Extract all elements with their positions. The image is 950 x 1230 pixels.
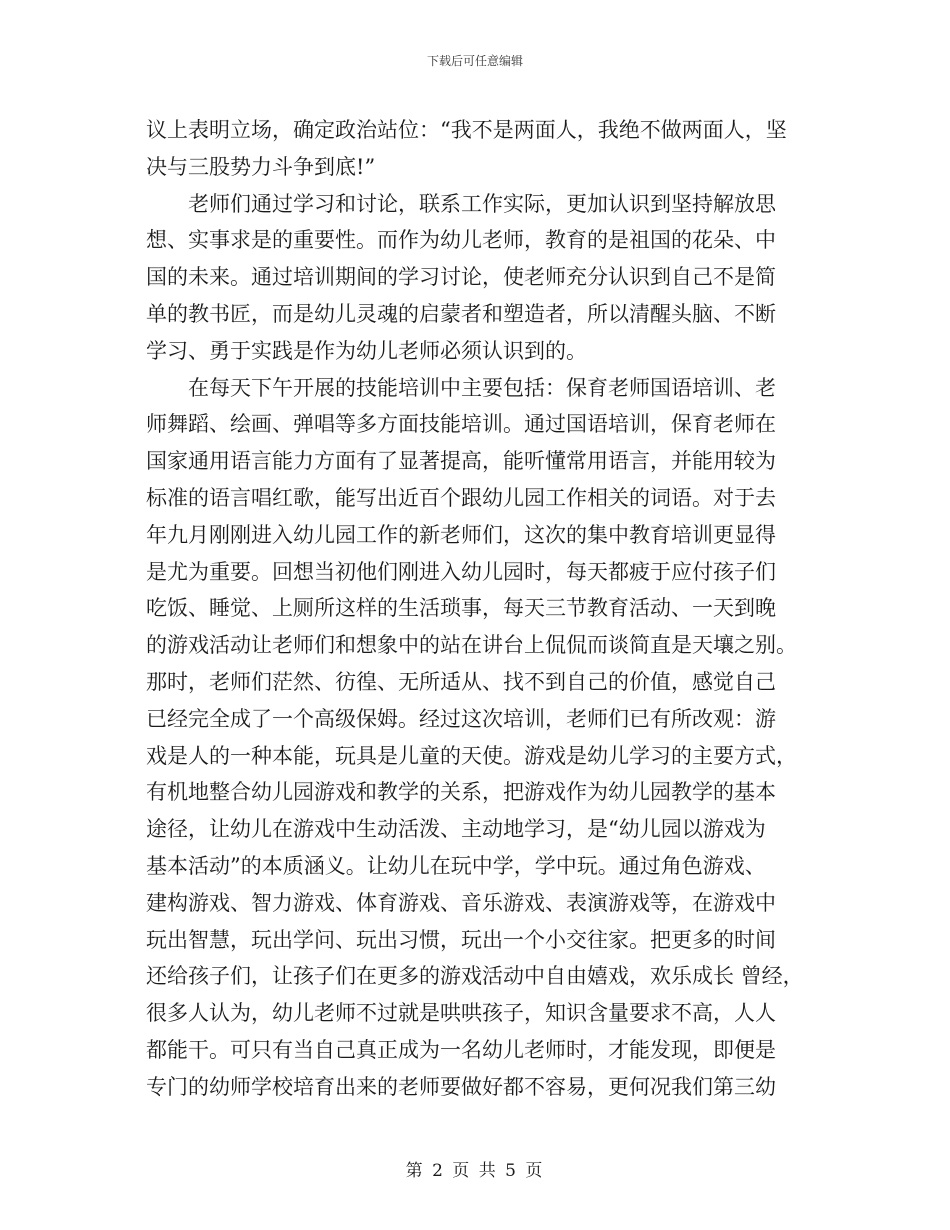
text-line: 单的教书匠，而是幼儿灵魂的启蒙者和塑造者，所以清醒头脑、不断 <box>146 301 776 326</box>
text-line: 那时，老师们茫然、彷徨、无所适从、找不到自己的价值，感觉自己 <box>146 669 776 694</box>
text-line: 专门的幼师学校培育出来的老师要做好都不容易，更何况我们第三幼 <box>146 1074 776 1099</box>
text-line: 议上表明立场，确定政治站位：“我不是两面人，我绝不做两面人，坚 <box>146 118 787 142</box>
text-line: 师舞蹈、绘画、弹唱等多方面技能培训。通过国语培训，保育老师在 <box>146 412 776 437</box>
text-line: 吃饭、睡觉、上厕所这样的生活琐事，每天三节教育活动、一天到晚 <box>146 596 776 621</box>
text-line: 途径，让幼儿在游戏中生动活泼、主动地学习，是“幼儿园以游戏为 <box>146 817 766 842</box>
text-line: 很多人认为，幼儿老师不过就是哄哄孩子，知识含量要求不高，人人 <box>146 1001 776 1026</box>
text-line: 决与三股势力斗争到底!” <box>146 154 376 179</box>
document-body <box>146 112 806 1106</box>
text-line: 基本活动”的本质涵义。让幼儿在玩中学，学中玩。通过角色游戏、 <box>146 853 766 878</box>
text-line: 戏是人的一种本能，玩具是儿童的天使。游戏是幼儿学习的主要方式， <box>146 743 797 768</box>
paragraph-start-line: 老师们通过学习和讨论，联系工作实际，更加认识到坚持解放思 <box>188 191 776 216</box>
text-line: 年九月刚刚进入幼儿园工作的新老师们，这次的集中教育培训更显得 <box>146 522 776 547</box>
text-line: 是尤为重要。回想当初他们刚进入幼儿园时，每天都疲于应付孩子们 <box>146 559 776 584</box>
text-line: 玩出智慧，玩出学问、玩出习惯，玩出一个小交往家。把更多的时间 <box>146 927 776 952</box>
page-number: 第 2 页 共 5 页 <box>405 1161 545 1181</box>
text-line: 学习、勇于实践是作为幼儿老师必须认识到的。 <box>146 338 587 363</box>
text-line: 还给孩子们，让孩子们在更多的游戏活动中自由嬉戏，欢乐成长 曾经， <box>146 964 804 989</box>
text-line: 有机地整合幼儿园游戏和教学的关系，把游戏作为幼儿园教学的基本 <box>146 780 776 805</box>
paragraph-start-line: 在每天下午开展的技能培训中主要包括：保育老师国语培训、老 <box>188 375 776 400</box>
text-line: 已经完全成了一个高级保姆。经过这次培训，老师们已有所改观：游 <box>146 706 776 731</box>
text-line: 标准的语言唱红歌，能写出近百个跟幼儿园工作相关的词语。对于去 <box>146 485 776 510</box>
page-header-note: 下载后可任意编辑 <box>426 54 523 68</box>
text-line: 国家通用语言能力方面有了显著提高，能听懂常用语言，并能用较为 <box>146 449 776 474</box>
text-line: 建构游戏、智力游戏、体育游戏、音乐游戏、表演游戏等，在游戏中 <box>146 890 776 915</box>
text-line: 想、实事求是的重要性。而作为幼儿老师，教育的是祖国的花朵、中 <box>146 228 776 253</box>
text-line: 都能干。可只有当自己真正成为一名幼儿老师时，才能发现，即便是 <box>146 1037 776 1062</box>
text-line: 国的未来。通过培训期间的学习讨论，使老师充分认识到自己不是简 <box>146 265 776 290</box>
text-line: 的游戏活动让老师们和想象中的站在讲台上侃侃而谈简直是天壤之别。 <box>146 633 797 658</box>
